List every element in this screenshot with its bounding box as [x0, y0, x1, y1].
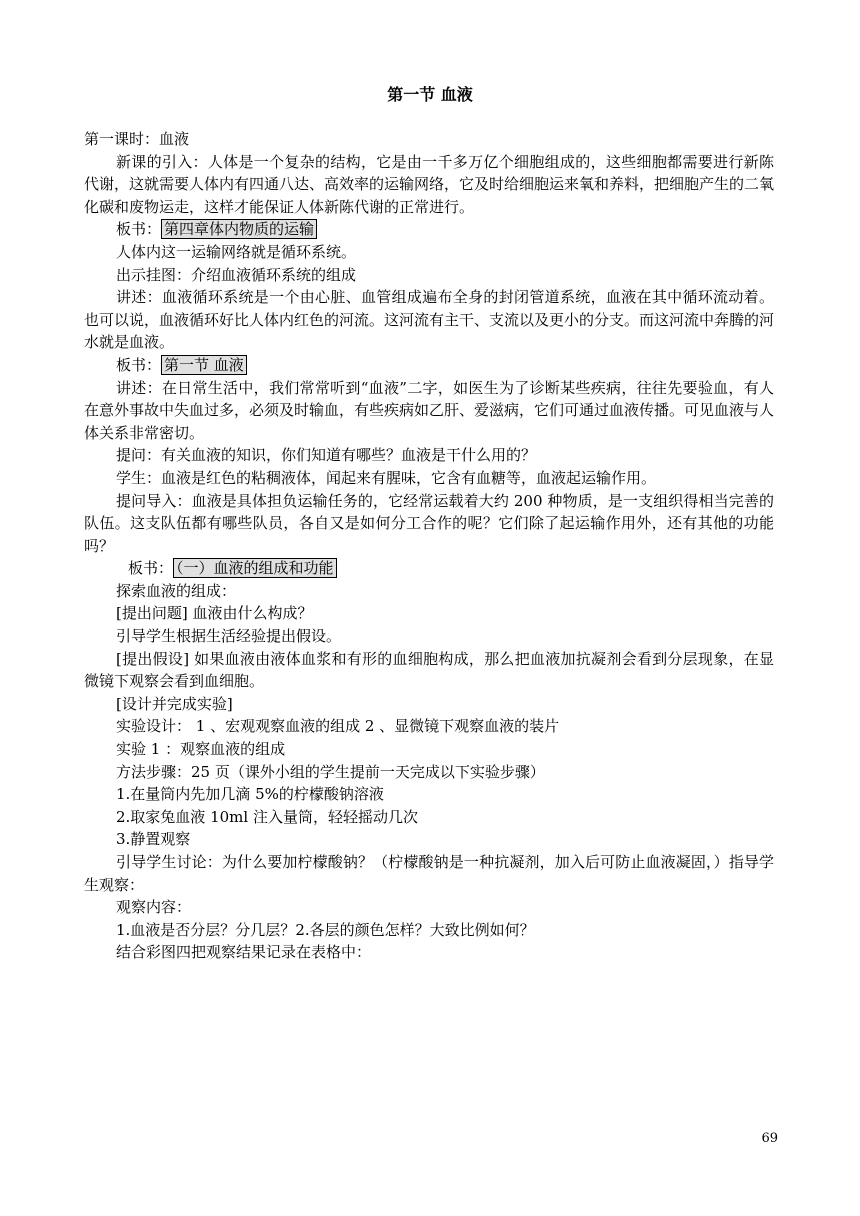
- step-3: 3.静置观察: [116, 830, 191, 849]
- boxed-heading-chapter: 第四章体内物质的运输: [161, 219, 317, 239]
- board-label: 板书：: [116, 220, 162, 239]
- board-label: 板书：: [128, 559, 174, 578]
- paragraph-explain-1: 讲述：血液循环系统是一个由心脏、血管组成遍布全身的封闭管道系统，血液在其中循环流动着。也可以说，血液循环好比人体内红色的河流。这河流有主干、支流以及更小的分支。而这河流中奔腾的河水就是血液。: [84, 288, 775, 352]
- boxed-heading-section: 第一节 血液: [161, 355, 247, 375]
- paragraph-record: 结合彩图四把观察结果记录在表格中：: [116, 943, 372, 962]
- paragraph-design-2: 实验设计： 1 、宏观观察血液的组成 2 、显微镜下观察血液的装片: [116, 717, 560, 736]
- paragraph-method: 方法步骤：25 页（课外小组的学生提前一天完成以下实验步骤）: [116, 762, 545, 781]
- paragraph-network: 人体内这一运输网络就是循环系统。: [116, 242, 357, 261]
- paragraph-chart: 出示挂图：介绍血液循环系统的组成: [116, 265, 357, 284]
- paragraph-observe: 观察内容：: [116, 898, 192, 917]
- intro-paragraph: 新课的引入：人体是一个复杂的结构，它是由一千多万亿个细胞组成的，这些细胞都需要进行新陈代谢，这就需要人体内有四通八达、高效率的运输网络，它及时给细胞运来氧和养料，把细胞产生的二氧化碳和废物运走，这样才能保证人体新陈代谢的正常进行。: [84, 152, 775, 216]
- paragraph-student: 学生：血液是红色的粘稠液体，闻起来有腥味，它含有血糖等，血液起运输作用。: [116, 468, 657, 487]
- step-2: 2.取家兔血液 10ml 注入量筒，轻轻摇动几次: [116, 807, 418, 826]
- paragraph-explain-2: 讲述：在日常生活中，我们常常听到“血液”二字，如医生为了诊断某些疾病，往往先要验血，有人在意外事故中失血过多，必须及时输血，有些疾病如乙肝、爱滋病，它们可通过血液传播。可见血液与人体关系非常密切。: [84, 378, 775, 442]
- section-title: 第一节 血液: [387, 85, 473, 104]
- paragraph-experiment-1: 实验 1 ：观察血液的组成: [116, 740, 286, 759]
- board-note-1: [84, 218, 774, 241]
- page-number: 69: [761, 1131, 778, 1146]
- paragraph-guide: 提问导入：血液是具体担负运输任务的，它经常运载着大约 200 种物质，是一支组织得相当完善的队伍。这支队伍都有哪些队员，各自又是如何分工合作的呢？它们除了起运输作用外，还有其他的功能吗？: [84, 491, 774, 555]
- lesson-heading: 第一课时：血液: [84, 130, 190, 148]
- paragraph-problem: [提出问题] 血液由什么构成？: [116, 604, 313, 623]
- paragraph-guide-student: 引导学生根据生活经验提出假设。: [116, 627, 342, 646]
- document-body: [84, 128, 774, 964]
- board-note-2: [84, 354, 774, 377]
- board-note-3: [84, 557, 774, 580]
- paragraph-discuss: 引导学生讨论：为什么要加柠檬酸钠？（柠檬酸钠是一种抗凝剂，加入后可防止血液凝固，）指导学生观察：: [84, 853, 774, 894]
- paragraph-question: 提问：有关血液的知识，你们知道有哪些？血液是干什么用的？: [116, 446, 537, 465]
- paragraph-hypothesis: [提出假设] 如果血液由液体血浆和有形的血细胞构成，那么把血液加抗凝剂会看到分层现象，在显微镜下观察会看到血细胞。: [84, 649, 774, 691]
- step-1: 1.在量筒内先加几滴 5%的柠檬酸钠溶液: [116, 785, 384, 804]
- paragraph-explore: 探索血液的组成：: [116, 581, 237, 600]
- board-label: 板书：: [116, 355, 162, 374]
- boxed-heading-composition: （一）血液的组成和功能: [173, 558, 337, 578]
- paragraph-observe-questions: 1.血液是否分层？分几层？2.各层的颜色怎样？大致比例如何？: [116, 920, 535, 939]
- paragraph-design: [设计并完成实验]: [116, 694, 233, 713]
